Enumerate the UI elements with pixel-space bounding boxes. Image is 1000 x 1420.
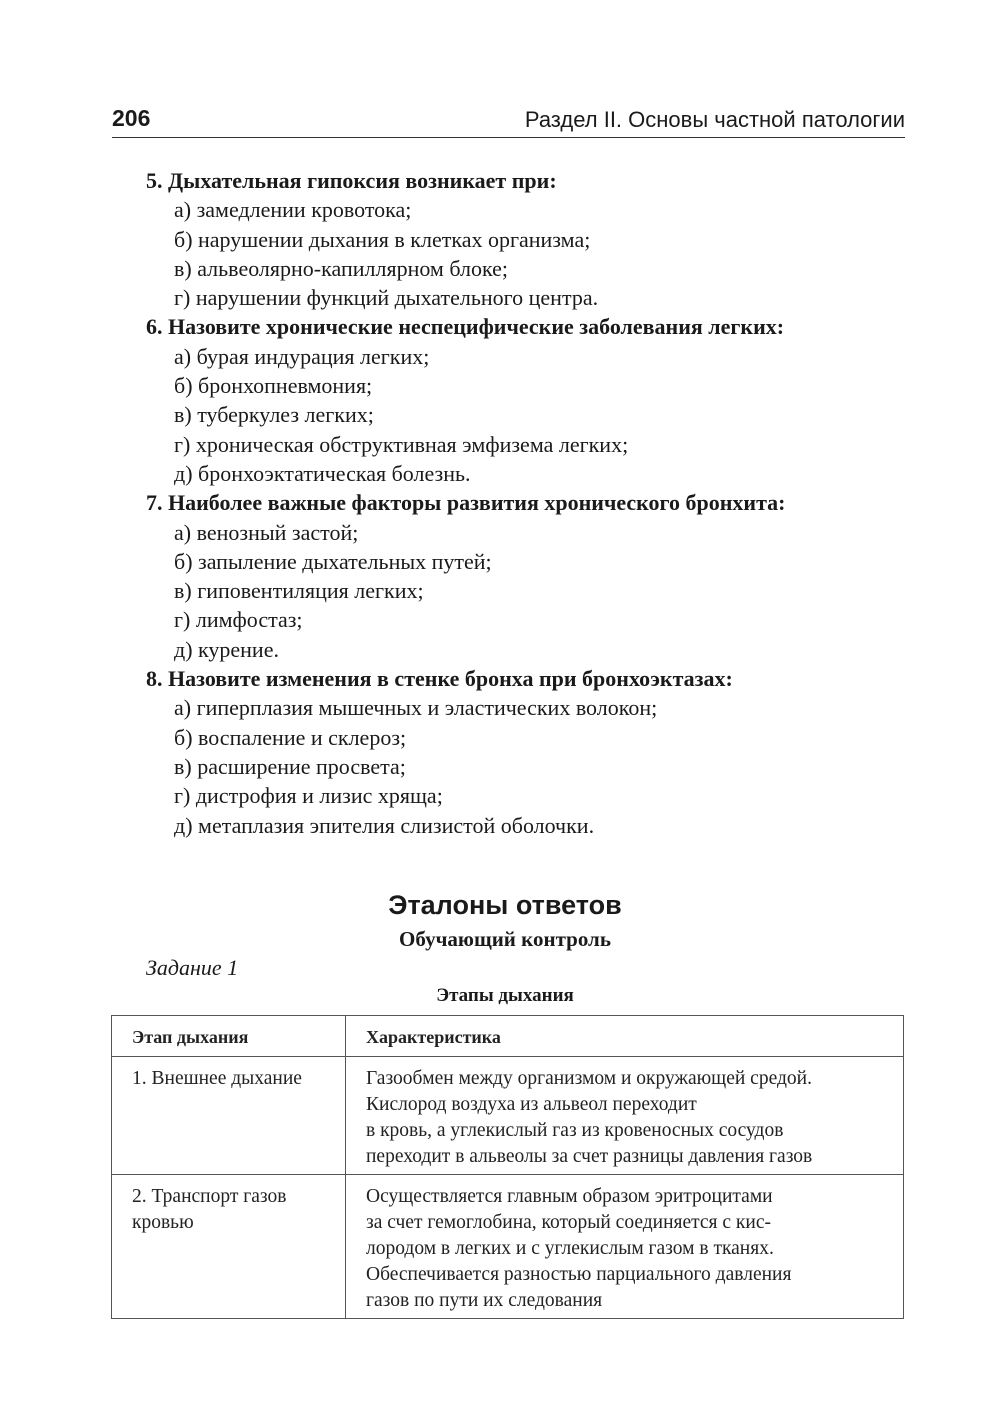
table-caption: Этапы дыхания <box>436 985 574 1006</box>
breathing-stages-table <box>111 1015 904 1319</box>
cell-line: кровью <box>132 1212 194 1233</box>
answer-option: д) курение. <box>174 636 279 662</box>
answer-option: д) метаплазия эпителия слизистой оболочки. <box>174 812 595 838</box>
question-title: 7. Наиболее важные факторы развития хронического бронхита: <box>146 490 786 516</box>
answer-option: а) венозный застой; <box>174 519 359 545</box>
description-cell <box>346 1175 904 1319</box>
answer-option: а) гиперплазия мышечных и эластических волокон; <box>174 695 658 721</box>
question-title: 5. Дыхательная гипоксия возникает при: <box>146 168 557 193</box>
question-block <box>146 664 906 840</box>
cell-line: 2. Транспорт газов <box>132 1186 287 1207</box>
question-title: 6. Назовите хронические неспецифические заболевания легких: <box>146 314 785 340</box>
answer-option: д) бронхоэктатическая болезнь. <box>174 460 471 486</box>
stage-cell <box>112 1057 346 1175</box>
cell-line: переходит в альвеолы за счет разницы давления газов <box>366 1146 813 1167</box>
cell-line: Газообмен между организмом и окружающей средой. <box>366 1068 812 1089</box>
cell-line: за счет гемоглобина, который соединяется с кис- <box>366 1212 771 1233</box>
table-row <box>112 1175 904 1319</box>
answers-heading: Эталоны ответов <box>388 890 622 920</box>
question-block <box>146 312 906 488</box>
cell-line: Кислород воздуха из альвеол переходит <box>366 1094 697 1115</box>
question-block <box>146 166 906 312</box>
cell-line: 1. Внешнее дыхание <box>132 1068 302 1089</box>
answers-subheading: Обучающий контроль <box>399 927 611 951</box>
answer-option: в) туберкулез легких; <box>174 402 374 428</box>
page-header <box>112 103 905 138</box>
answer-option: а) бурая индурация легких; <box>174 343 430 369</box>
cell-line: Осуществляется главным образом эритроцитами <box>366 1186 773 1207</box>
answer-option: в) альвеолярно-капиллярном блоке; <box>174 255 508 281</box>
stage-cell <box>112 1175 346 1319</box>
answer-option: б) воспаление и склероз; <box>174 724 407 750</box>
running-section-title: Раздел II. Основы частной патологии <box>524 107 905 132</box>
task-label: Задание 1 <box>146 955 239 980</box>
table-header-row <box>112 1016 904 1057</box>
answer-option: в) гиповентиляция легких; <box>174 578 424 604</box>
page-number: 206 <box>112 105 151 131</box>
answer-option: б) нарушении дыхания в клетках организма; <box>174 226 591 252</box>
column-header-description: Характеристика <box>346 1016 904 1057</box>
answer-option: в) расширение просвета; <box>174 753 406 779</box>
column-header-stage: Этап дыхания <box>112 1016 346 1057</box>
cell-line: газов по пути их следования <box>366 1290 603 1311</box>
answer-option: а) замедлении кровотока; <box>174 197 412 223</box>
description-cell <box>346 1057 904 1175</box>
answer-option: г) нарушении функций дыхательного центра. <box>174 285 599 311</box>
cell-line: лородом в легких и с углекислым газом в тканях. <box>366 1238 774 1259</box>
cell-line: Обеспечивается разностью парциального давления <box>366 1264 792 1285</box>
question-title: 8. Назовите изменения в стенке бронха при бронхоэктазах: <box>146 666 733 692</box>
question-block <box>146 488 906 664</box>
question-list <box>146 166 906 840</box>
answer-option: б) бронхопневмония; <box>174 373 373 399</box>
answer-option: г) хроническая обструктивная эмфизема легких; <box>174 431 629 457</box>
answer-option: г) лимфостаз; <box>174 607 303 633</box>
cell-line: в кровь, а углекислый газ из кровеносных сосудов <box>366 1120 784 1141</box>
table-row <box>112 1057 904 1175</box>
answer-option: б) запыление дыхательных путей; <box>174 548 492 574</box>
answer-option: г) дистрофия и лизис хряща; <box>174 783 443 809</box>
